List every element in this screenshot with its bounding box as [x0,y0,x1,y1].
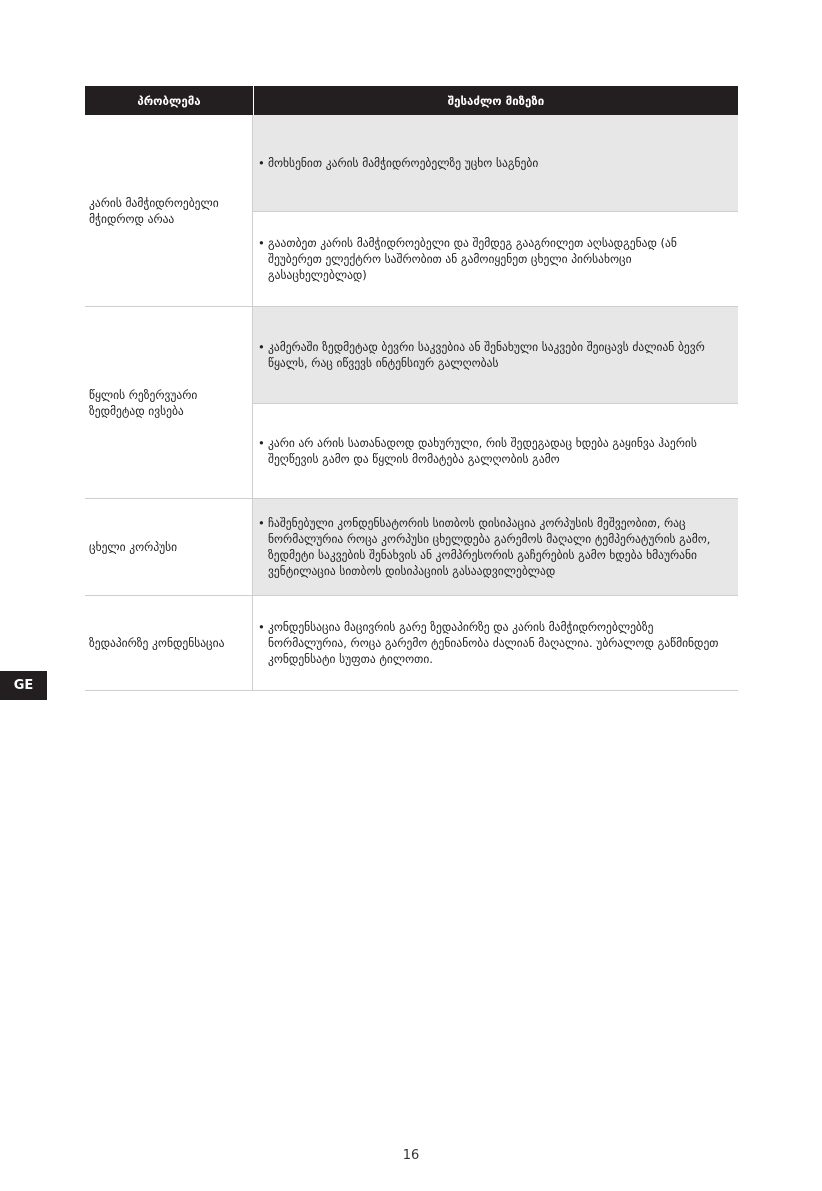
bullet: • [258,516,265,530]
troubleshooting-table [85,86,738,691]
problem-cell: ცხელი კორპუსი [85,499,253,595]
cause-text: გაათბეთ კარის მამჭიდროებელი და შემდეგ გააგრილეთ აღსადგენად (ან შეუბერეთ ელექტრო საშრობით ან გამოიყენეთ ცხელი პირსახოცი გასაცხელებლად) [268,236,677,282]
page-number: 16 [402,1148,420,1163]
bullet: • [258,436,265,450]
problem-cell: კარის მამჭიდროებელი მჭიდროდ არაა [85,115,253,306]
cause-text: კონდენსაცია მაცივრის გარე ზედაპირზე და კარის მამჭიდროებლებზე ნორმალურია, როცა გარემო ტენიანობა ძალიან მაღალია. უბრალოდ გაწმინდეთ კონდენსატი სუფთა ტილოთი. [268,620,719,666]
table-row-group [85,307,738,499]
table-row-group [85,115,738,307]
bullet: • [258,156,265,170]
table-row-group [85,499,738,596]
cause-text: კარი არ არის სათანადოდ დახურული, რის შედეგადაც ხდება გაყინვა ჰაერის შეღწევის გამო და წყლის მომატება გალღობის გამო [268,436,697,466]
cause-text: ჩაშენებული კონდენსატორის სითბოს დისიპაცია კორპუსის მეშვეობით, რაც ნორმალურია როცა კორპუსი ცხელდება გარემოს მაღალი ტემპერატურის გამო, ზედმეტი საკვების შენახვის ან კომპრესორის გაჩერების გამო ხდება ხმაურანი ვენტილაცია სითბოს დისიპაციის გასაადვილებლად [268,516,711,578]
cause-text: მოხსენით კარის მამჭიდროებელზე უცხო საგნები [268,156,539,170]
cause-cell [253,596,738,690]
header-cause: შესაძლო მიზეზი [447,93,545,108]
problem-cell: ზედაპირზე კონდენსაცია [85,596,253,690]
cause-cell [253,115,738,211]
cause-cell [253,499,738,595]
cause-text: კამერაში ზედმეტად ბევრი საკვებია ან შენახული საკვები შეიცავს ძალიან ბევრ წყალს, რაც იწვევს ინტენსიურ გალღობას [268,340,705,370]
cause-cell [253,211,738,306]
bullet: • [258,340,265,354]
cause-cell [253,403,738,498]
table-header [85,86,738,115]
problem-cell: წყლის რეზერვუარი ზედმეტად ივსება [85,307,253,498]
bullet: • [258,236,265,250]
header-problem: პრობლემა [85,86,254,115]
language-tab: GE [0,671,47,700]
cause-cell [253,307,738,403]
table-row-group [85,596,738,691]
bullet: • [258,620,265,634]
